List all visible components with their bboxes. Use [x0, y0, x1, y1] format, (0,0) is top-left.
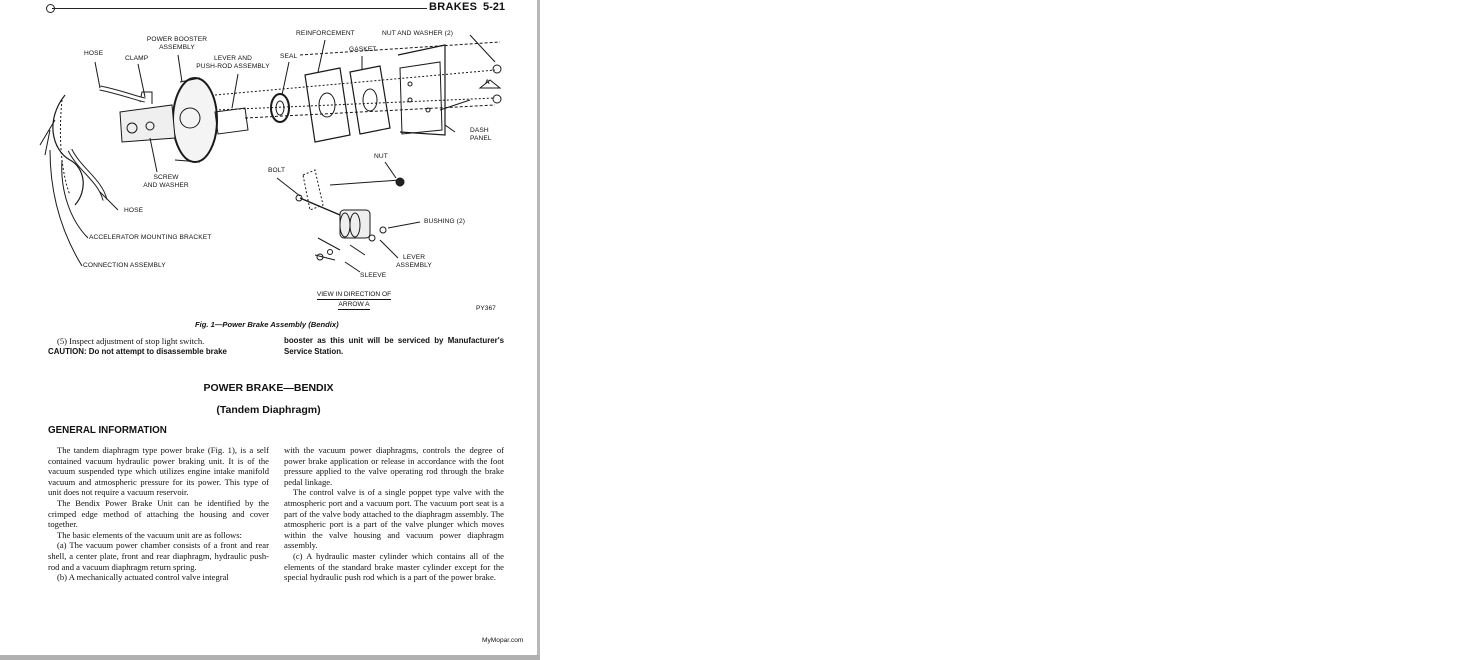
page-edge-scrollbar[interactable]: [537, 0, 540, 660]
label-power-booster: [140, 36, 214, 52]
label-arrow-a: A: [485, 79, 490, 86]
right-column: [284, 445, 504, 583]
paragraph: with the vacuum power diaphragms, controls the degree of power brake application or release in accordance with the foot pressure applied to the valve operating rod through the brake pedal linkage.: [284, 445, 504, 487]
caution-left: CAUTION: Do not attempt to disassemble brake: [48, 346, 227, 356]
label-bushing: BUSHING (2): [424, 218, 466, 225]
label-text: ASSEMBLY: [396, 262, 432, 269]
paragraph: (c) A hydraulic master cylinder which contains all of the elements of the standard brake master cylinder except for the special hydraulic push rod which is a part of the power brake.: [284, 550, 504, 583]
label-bolt: BOLT: [268, 167, 286, 174]
label-seal: SEAL: [280, 53, 298, 60]
label-gasket: GASKET: [349, 46, 377, 53]
general-information-heading: GENERAL INFORMATION: [48, 425, 167, 436]
power-brake-diagram: [0, 0, 537, 320]
page-bottom-edge: [0, 655, 540, 660]
label-text: PANEL: [470, 135, 492, 142]
header-page-number: 5-21: [483, 1, 506, 13]
left-caution-block: [48, 336, 270, 357]
label-text: ARROW A: [338, 301, 370, 308]
label-view-direction: [313, 290, 395, 310]
label-nut-washer: NUT AND WASHER (2): [382, 30, 454, 37]
label-text: AND WASHER: [143, 182, 189, 189]
paragraph: The Bendix Power Brake Unit can be identified by the crimped edge method of attaching the housing and cover together.: [48, 497, 269, 530]
paragraph: The control valve is of a single poppet type valve with the atmospheric port and a vacuum port. The vacuum port seat is a part of the valve body attached to the diaphragm assembly. The atmospheric port is a part of the valve plunger which moves within the valve housing and vacuum power diaphragm assembly.: [284, 487, 504, 551]
header-section: BRAKES: [429, 1, 478, 13]
paragraph: The tandem diaphragm type power brake (Fig. 1), is a self contained vacuum hydraulic power braking unit. It is of the vacuum suspended type which utilizes engine intake manifold vacuum and atmospheric pressure for its power. This type of unit does not require a vacuum reservoir.: [48, 445, 269, 498]
label-dash-panel: [470, 127, 492, 143]
label-reinforcement: REINFORCEMENT: [296, 30, 355, 37]
label-text: VIEW IN DIRECTION OF: [316, 291, 392, 298]
label-hose-top: HOSE: [84, 50, 104, 57]
label-text: DASH: [470, 127, 489, 134]
label-connection-assembly: CONNECTION ASSEMBLY: [83, 262, 166, 269]
label-text: LEVER: [402, 254, 426, 261]
document-page: [0, 0, 537, 660]
label-lever-pushrod: [192, 55, 274, 71]
paragraph: (b) A mechanically actuated control valve integral: [57, 572, 229, 583]
caution-right: booster as this unit will be serviced by Manufacturer's Service Station.: [284, 336, 504, 356]
figure-code: PY367: [476, 305, 496, 312]
label-hose-bottom: HOSE: [124, 207, 144, 214]
paragraph: The basic elements of the vacuum unit are as follows:: [57, 529, 242, 540]
label-text: ASSEMBLY: [159, 44, 195, 51]
label-text: POWER BOOSTER: [146, 36, 208, 43]
step-5-text: (5) Inspect adjustment of stop light switch.: [57, 336, 205, 346]
label-nut: NUT: [374, 153, 388, 160]
label-text: PUSH-ROD ASSEMBLY: [196, 63, 270, 70]
figure-caption: Fig. 1—Power Brake Assembly (Bendix): [195, 320, 339, 329]
section-title: POWER BRAKE—BENDIX: [203, 382, 334, 394]
label-text: LEVER AND: [214, 55, 252, 62]
label-clamp: CLAMP: [125, 55, 149, 62]
left-column: [48, 445, 269, 583]
label-lever-assembly: [394, 254, 434, 270]
label-sleeve: SLEEVE: [360, 272, 387, 279]
paragraph: (a) The vacuum power chamber consists of a front and rear shell, a center plate, front and rear diaphragm, hydraulic push-rod and a vacuum diaphragm return spring.: [48, 540, 269, 572]
footer-watermark: MyMopar.com: [482, 637, 524, 644]
label-screw-washer: [138, 174, 194, 190]
section-subtitle: (Tandem Diaphragm): [216, 404, 321, 416]
label-text: SCREW: [153, 174, 179, 181]
label-accelerator-bracket: ACCELERATOR MOUNTING BRACKET: [89, 234, 212, 241]
